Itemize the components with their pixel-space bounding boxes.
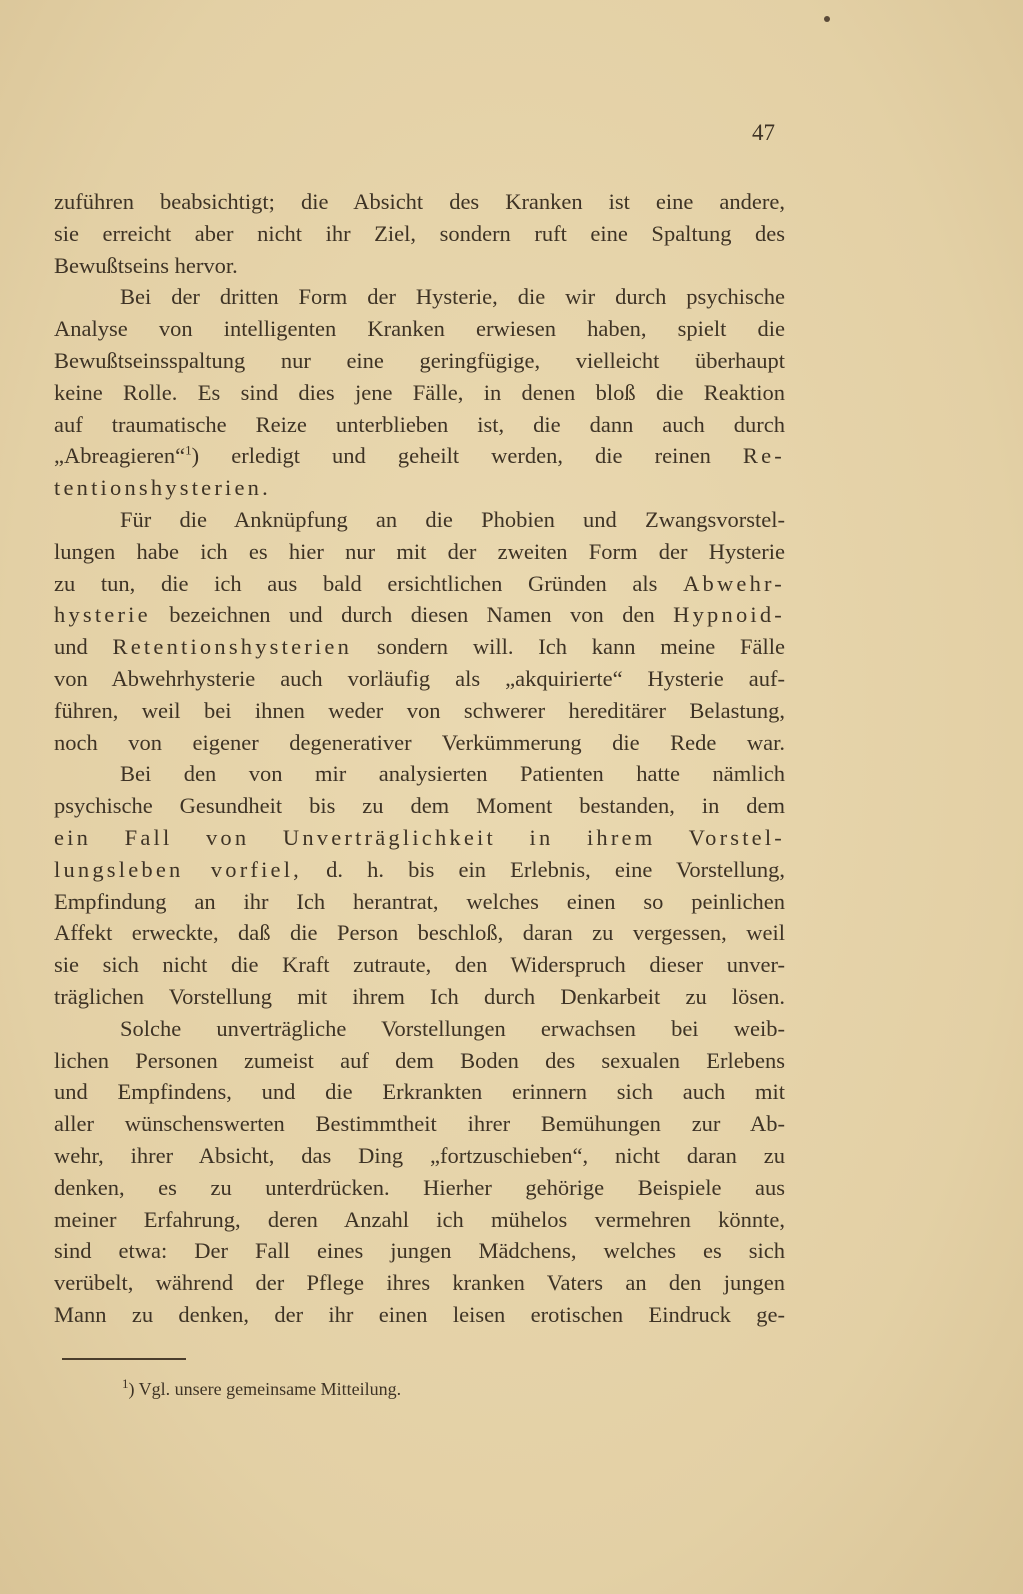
text-segment: sondern will. Ich kann meine Fälle [352,634,786,660]
text-segment: zu tun, die ich aus bald ersichtlichen Gründen als [54,570,684,596]
text-line [54,949,785,981]
text-segment: sie erreicht aber nicht ihr Ziel, sondern ruft eine Spaltung des [54,220,785,246]
text-line [54,695,785,727]
text-segment: Affekt erweckte, daß die Person beschloß, daran zu vergessen, weil [54,920,785,946]
text-line [54,631,785,663]
text-line [54,186,785,218]
text-line [54,1108,785,1140]
spaced-emphasis: ein Fall von Unverträglichkeit in ihrem Vorstel- [54,824,785,850]
text-line [54,377,785,409]
spaced-emphasis: tentionshysterien. [54,475,271,501]
text-line [54,536,785,568]
text-segment: aller wünschenswerten Bestimmtheit ihrer Bemühungen zur Ab- [54,1111,785,1137]
text-line [54,1172,785,1204]
footnote-reference: 1 [185,442,192,458]
text-line [54,727,785,759]
text-line [54,599,785,631]
text-segment: Mann zu denken, der ihr einen leisen erotischen Eindruck ge- [54,1301,785,1327]
text-line [54,440,785,472]
text-line [54,1045,785,1077]
text-segment: Bei der dritten Form der Hysterie, die wir durch psychische [120,284,785,310]
text-segment: psychische Gesundheit bis zu dem Moment bestanden, in dem [54,793,785,819]
text-segment: Solche unverträgliche Vorstellungen erwachsen bei weib- [120,1015,785,1041]
text-segment: Bewußtseins hervor. [54,252,238,278]
text-segment: und Empfindens, und die Erkrankten erinnern sich auch mit [54,1079,785,1105]
text-line [54,886,785,918]
spaced-emphasis: hysterie [54,602,151,628]
text-segment: „Abreagieren“ [54,443,186,469]
text-line [54,981,785,1013]
spaced-emphasis: Hypnoid- [673,602,785,628]
text-segment: und [54,634,113,660]
text-segment: führen, weil bei ihnen weder von schwerer hereditärer Belastung, [54,697,785,723]
footnote-marker: 1 [122,1376,129,1391]
text-segment: Bewußtseinsspaltung nur eine geringfügige, vielleicht überhaupt [54,347,785,373]
spaced-emphasis: lungsleben vorfiel, [54,856,303,882]
text-line [54,281,785,313]
text-segment: träglichen Vorstellung mit ihrem Ich durch Denkarbeit zu lösen. [54,983,785,1009]
footnote-text: ) Vgl. unsere gemeinsame Mitteilung. [128,1379,402,1399]
text-line [54,250,785,282]
text-segment: meiner Erfahrung, deren Anzahl ich mühelos vermehren könnte, [54,1206,785,1232]
text-line [54,1299,785,1331]
text-segment: verübelt, während der Pflege ihres kranken Vaters an den jungen [54,1270,785,1296]
text-line [54,1235,785,1267]
text-line [54,917,785,949]
text-segment: noch von eigener degenerativer Verkümmerung die Rede war. [54,729,785,755]
text-line [54,1267,785,1299]
text-line [54,790,785,822]
text-segment: zuführen beabsichtigt; die Absicht des Kranken ist eine andere, [54,189,785,214]
text-line [54,1013,785,1045]
footnote-rule [62,1358,186,1360]
text-line [54,409,785,441]
ink-speck [824,16,830,22]
text-line [54,218,785,250]
text-segment: von Abwehrhysterie auch vorläufig als „akquirierte“ Hysterie auf- [54,665,785,691]
text-line [54,504,785,536]
spaced-emphasis: Abwehr- [683,570,785,596]
text-line [54,568,785,600]
text-segment: denken, es zu unterdrücken. Hierher gehörige Beispiele aus [54,1174,785,1200]
spaced-emphasis: Re- [742,443,785,469]
text-segment: Bei den von mir analysierten Patienten hatte nämlich [120,761,785,787]
text-line [54,1076,785,1108]
text-segment: sie sich nicht die Kraft zutraute, den Widerspruch dieser unver- [54,952,785,978]
text-segment: ) erledigt und geheilt werden, die reinen [191,443,743,469]
text-segment: keine Rolle. Es sind dies jene Fälle, in denen bloß die Reaktion [54,379,785,405]
page-number: 47 [752,120,775,145]
text-line [54,472,785,504]
footnote [122,1376,402,1400]
text-segment: bezeichnen und durch diesen Namen von den [150,602,674,628]
text-line [54,758,785,790]
text-line [54,345,785,377]
text-segment: wehr, ihrer Absicht, das Ding „fortzuschieben“, nicht daran zu [54,1142,785,1168]
text-line [54,822,785,854]
text-segment: d. h. bis ein Erlebnis, eine Vorstellung, [302,856,785,882]
text-line [54,1204,785,1236]
text-segment: auf traumatische Reize unterblieben ist, die dann auch durch [54,411,785,437]
text-line [54,663,785,695]
body-text [54,186,785,1331]
text-segment: sind etwa: Der Fall eines jungen Mädchens, welches es sich [54,1238,785,1264]
spaced-emphasis: Retentionshysterien [112,634,353,660]
text-segment: Für die Anknüpfung an die Phobien und Zwangsvorstel- [120,506,785,532]
text-segment: lungen habe ich es hier nur mit der zweiten Form der Hysterie [54,538,785,564]
text-line [54,1140,785,1172]
text-line [54,854,785,886]
text-segment: Analyse von intelligenten Kranken erwiesen haben, spielt die [54,316,785,342]
text-segment: lichen Personen zumeist auf dem Boden des sexualen Erlebens [54,1047,785,1073]
text-line [54,313,785,345]
text-segment: Empfindung an ihr Ich herantrat, welches einen so peinlichen [54,888,785,914]
